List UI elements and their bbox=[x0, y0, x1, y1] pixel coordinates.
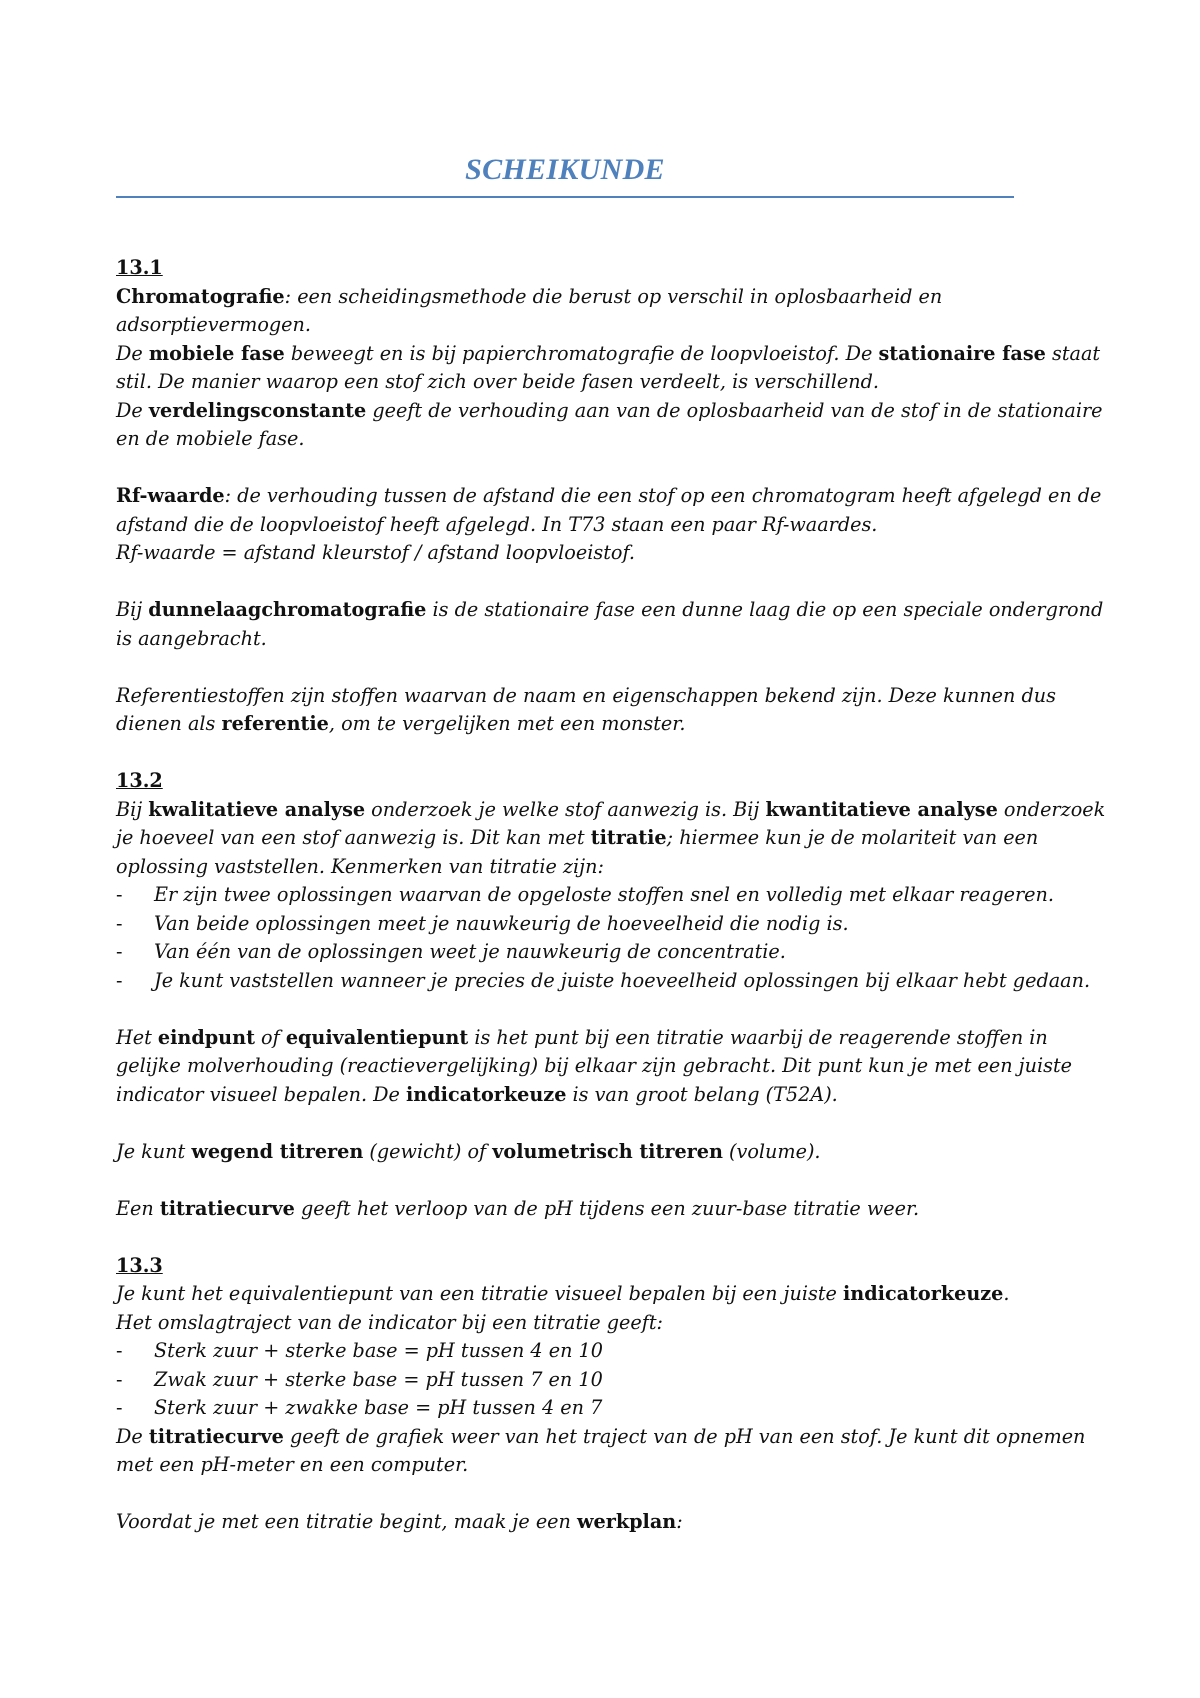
dash-marker: - bbox=[116, 940, 123, 963]
dash-marker: - bbox=[116, 1339, 123, 1362]
paragraph-titreren bbox=[116, 1138, 1110, 1167]
list-item-text: Van één van de oplossingen weet je nauwkeurig de concentratie. bbox=[154, 940, 786, 963]
dash-marker: - bbox=[116, 968, 123, 992]
text-eq-post: is van groot belang (T52A). bbox=[566, 1082, 838, 1106]
term-indicatorkeuze-2: indicatorkeuze bbox=[843, 1282, 1004, 1305]
text-kw-mid: onderzoek je welke stof aanwezig is. Bij bbox=[365, 797, 766, 821]
term-referentie: referentie bbox=[221, 712, 329, 735]
list-item-text: Zwak zuur + sterke base = pH tussen 7 en 10 bbox=[154, 1367, 603, 1391]
list-item-text: Van beide oplossingen meet je nauwkeurig de hoeveelheid die nodig is. bbox=[154, 911, 849, 935]
spacer bbox=[116, 739, 1110, 768]
term-stationaire-fase: stationaire fase bbox=[878, 341, 1046, 365]
list-item bbox=[116, 881, 1110, 910]
paragraph-titratiecurve-2 bbox=[116, 1423, 1110, 1480]
term-volumetrisch-titreren: volumetrisch titreren bbox=[492, 1139, 723, 1163]
term-titratie: titratie bbox=[590, 826, 667, 849]
document-page bbox=[116, 150, 1110, 1537]
spacer bbox=[116, 995, 1110, 1024]
text-mob-mid: beweegt en is bij papierchromatografie de loopvloeistof. De bbox=[284, 341, 879, 365]
dash-marker: - bbox=[116, 1396, 123, 1419]
title-underline bbox=[116, 196, 1014, 198]
spacer bbox=[116, 1480, 1110, 1509]
term-titratiecurve-2: titratiecurve bbox=[148, 1424, 284, 1448]
text-wt-pre: Je kunt bbox=[116, 1139, 192, 1163]
spacer bbox=[116, 1109, 1110, 1138]
dash-marker: - bbox=[116, 911, 123, 935]
text-ik-post: . bbox=[1003, 1282, 1010, 1305]
text-verd-pre: De bbox=[116, 398, 149, 422]
title-block bbox=[116, 150, 1014, 198]
text-wp-post: : bbox=[676, 1510, 683, 1533]
paragraph-referentie bbox=[116, 682, 1110, 739]
spacer bbox=[116, 568, 1110, 597]
term-equivalentiepunt: equivalentiepunt bbox=[285, 1025, 469, 1049]
paragraph-rf-formula: Rf-waarde = afstand kleurstof / afstand loopvloeistof. bbox=[116, 541, 635, 564]
list-item-text: Sterk zuur + sterke base = pH tussen 4 en 10 bbox=[154, 1339, 603, 1362]
term-rf-waarde: Rf-waarde bbox=[116, 484, 225, 507]
text-tc2-post: geeft de grafiek weer van het traject van de pH van een stof. Je kunt dit opnemen met een pH-meter en een computer. bbox=[116, 1424, 1086, 1476]
paragraph-verdelingsconstante bbox=[116, 397, 1110, 454]
list-item bbox=[116, 1394, 1110, 1423]
list-item bbox=[116, 938, 1110, 967]
text-wt-post: (volume). bbox=[722, 1139, 821, 1163]
term-mobiele-fase: mobiele fase bbox=[148, 341, 285, 365]
term-kwalitatieve-analyse: kwalitatieve analyse bbox=[148, 797, 366, 821]
text-wt-mid: (gewicht) of bbox=[363, 1139, 493, 1163]
text-rf-def: : de verhouding tussen de afstand die een stof op een chromatogram heeft afgelegd en de afstand die de loopvloeistof heeft afgelegd. In T73 staan een paar Rf-waardes. bbox=[116, 484, 1102, 536]
text-stat-post: staat stil. De manier waarop een stof zich over beide fasen verdeelt, is verschillend. bbox=[116, 341, 1101, 393]
term-wegend-titreren: wegend titreren bbox=[191, 1139, 364, 1163]
list-item bbox=[116, 1366, 1110, 1395]
list-item-text: Er zijn twee oplossingen waarvan de opgeloste stoffen snel en volledig met elkaar reageren. bbox=[154, 883, 1054, 906]
dash-marker: - bbox=[116, 1367, 123, 1391]
text-eq-mid: is het punt bij een titratie waarbij de reagerende stoffen in gelijke molverhouding (reactievergelijking) bij elkaar zijn gebracht. Dit punt kun je met een juiste indicator visueel bepalen. De bbox=[116, 1025, 1073, 1106]
term-werkplan: werkplan bbox=[577, 1510, 677, 1533]
list-item bbox=[116, 1337, 1110, 1366]
text-eq-pre: Het bbox=[116, 1025, 158, 1049]
term-eindpunt: eindpunt bbox=[157, 1025, 255, 1049]
paragraph-titratiecurve bbox=[116, 1195, 1110, 1224]
spacer bbox=[116, 653, 1110, 682]
paragraph-mobiele-fase bbox=[116, 340, 1110, 397]
section-heading-13-1: 13.1 bbox=[116, 256, 163, 279]
list-item bbox=[116, 910, 1110, 939]
term-indicatorkeuze: indicatorkeuze bbox=[406, 1082, 567, 1106]
section-heading-13-3: 13.3 bbox=[116, 1253, 163, 1277]
list-item-text: Je kunt vaststellen wanneer je precies de juiste hoeveelheid oplossingen bij elkaar hebt gedaan. bbox=[154, 968, 1091, 992]
text-kw-mid2: onderzoek je hoeveel van een stof aanwezig is. Dit kan met bbox=[116, 797, 1106, 849]
list-omslagtraject bbox=[116, 1337, 1110, 1423]
spacer bbox=[116, 1223, 1110, 1252]
text-eq-of: of bbox=[254, 1025, 286, 1049]
text-kw-pre: Bij bbox=[116, 797, 149, 821]
list-item bbox=[116, 967, 1110, 996]
term-titratiecurve: titratiecurve bbox=[159, 1196, 295, 1220]
spacer bbox=[116, 454, 1110, 483]
text-ref-pre: Referentiestoffen zijn stoffen waarvan de naam en eigenschappen bekend zijn. Deze kunnen dus dienen als bbox=[116, 683, 1056, 735]
paragraph-werkplan bbox=[116, 1508, 1110, 1537]
paragraph-rf-waarde bbox=[116, 482, 1110, 539]
term-chromatografie: Chromatografie bbox=[116, 284, 285, 308]
text-ik-pre: Je kunt het equivalentiepunt van een titratie visueel bepalen bij een juiste bbox=[116, 1282, 843, 1305]
text-ref-post: , om te vergelijken met een monster. bbox=[328, 712, 686, 735]
text-verd-post: geeft de verhouding aan van de oplosbaarheid van de stof in de stationaire en de mobiele fase. bbox=[116, 398, 1103, 450]
text-tc2-pre: De bbox=[116, 1424, 149, 1448]
page-title: SCHEIKUNDE bbox=[465, 153, 665, 186]
text-mob-pre: De bbox=[116, 341, 149, 365]
term-verdelingsconstante: verdelingsconstante bbox=[148, 398, 367, 422]
list-item-text: Sterk zuur + zwakke base = pH tussen 4 en 7 bbox=[154, 1396, 603, 1419]
paragraph-dunnelaag bbox=[116, 596, 1110, 653]
text-kw-post: ; hiermee kun je de molariteit van een oplossing vaststellen. Kenmerken van titratie zijn: bbox=[116, 826, 1039, 878]
term-dunnelaagchromatografie: dunnelaagchromatografie bbox=[148, 598, 427, 621]
text-dl-post: is de stationaire fase een dunne laag die op een speciale ondergrond is aangebracht. bbox=[116, 598, 1104, 650]
paragraph-indicatorkeuze bbox=[116, 1280, 1110, 1309]
section-heading-13-2: 13.2 bbox=[116, 769, 163, 792]
text-tc-post: geeft het verloop van de pH tijdens een zuur-base titratie weer. bbox=[294, 1196, 920, 1220]
dash-marker: - bbox=[116, 883, 123, 906]
paragraph-omslagtraject: Het omslagtraject van de indicator bij een titratie geeft: bbox=[116, 1310, 664, 1334]
list-titratie-kenmerken bbox=[116, 881, 1110, 995]
text-dl-pre: Bij bbox=[116, 598, 149, 621]
text-tc-pre: Een bbox=[116, 1196, 160, 1220]
paragraph-analyse bbox=[116, 796, 1110, 882]
term-kwantitatieve-analyse: kwantitatieve analyse bbox=[765, 797, 998, 821]
paragraph-chromatografie bbox=[116, 283, 1110, 340]
text-wp-pre: Voordat je met een titratie begint, maak je een bbox=[116, 1510, 577, 1533]
text-chromatografie-def: : een scheidingsmethode die berust op verschil in oplosbaarheid en adsorptievermogen. bbox=[116, 284, 943, 336]
spacer bbox=[116, 1166, 1110, 1195]
paragraph-equivalentiepunt bbox=[116, 1024, 1110, 1110]
